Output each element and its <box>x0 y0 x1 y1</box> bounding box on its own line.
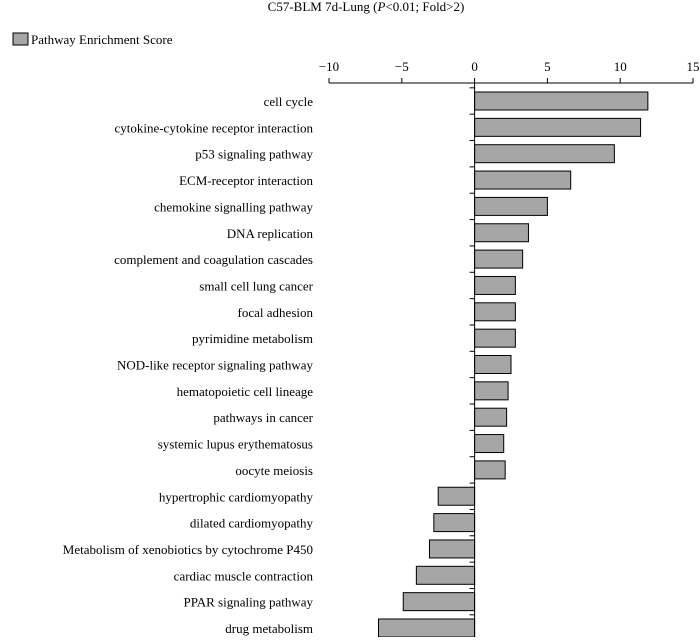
category-label: cell cycle <box>263 94 313 109</box>
bar <box>434 514 475 532</box>
bar <box>475 92 648 110</box>
category-label: cytokine-cytokine receptor interaction <box>114 120 313 136</box>
bar <box>438 487 474 505</box>
chart-title-prefix: C57-BLM 7d-Lung ( <box>267 0 378 14</box>
category-label: hypertrophic cardiomyopathy <box>158 489 313 505</box>
legend-swatch <box>13 33 28 45</box>
category-label: complement and coagulation cascades <box>114 252 313 268</box>
category-label: chemokine signalling pathway <box>154 199 313 215</box>
bar <box>475 224 529 242</box>
category-label: hematopoietic cell lineage <box>176 383 313 399</box>
bar <box>475 171 571 189</box>
bar <box>475 145 615 163</box>
bar <box>403 593 474 611</box>
category-label: DNA replication <box>226 225 313 241</box>
category-label: pathways in cancer <box>213 410 313 426</box>
bar <box>475 382 508 400</box>
category-labels <box>63 94 314 636</box>
category-label: drug metabolism <box>225 621 313 636</box>
chart-title <box>268 0 465 14</box>
category-label: cardiac muscle contraction <box>173 568 313 584</box>
bar <box>475 356 511 374</box>
x-tick-label: −5 <box>394 59 409 74</box>
x-tick-label: 15 <box>686 59 700 74</box>
legend-label: Pathway Enrichment Score <box>31 32 173 47</box>
bar <box>475 303 516 321</box>
bar <box>475 435 504 453</box>
category-label: pyrimidine metabolism <box>192 331 313 347</box>
bar <box>475 276 516 294</box>
bar <box>429 540 474 558</box>
category-label: small cell lung cancer <box>199 278 313 294</box>
bar <box>475 408 507 426</box>
category-label: p53 signaling pathway <box>195 146 313 162</box>
category-label: NOD-like receptor signaling pathway <box>116 357 313 373</box>
category-label: systemic lupus erythematosus <box>157 436 313 452</box>
x-tick-label: 0 <box>471 59 478 74</box>
category-label: Metabolism of xenobiotics by cytochrome P450 <box>62 541 313 557</box>
x-tick-label: 10 <box>613 59 627 74</box>
category-label: PPAR signaling pathway <box>183 594 313 610</box>
bars <box>379 92 648 637</box>
bar <box>475 329 516 347</box>
chart-title-italic: P <box>377 0 386 14</box>
bar <box>475 197 548 215</box>
category-label: dilated cardiomyopathy <box>189 515 313 531</box>
legend <box>13 32 173 47</box>
bar <box>475 250 523 268</box>
category-label: oocyte meiosis <box>235 462 313 478</box>
bar <box>475 118 641 136</box>
bar <box>475 461 506 479</box>
bar <box>379 619 475 637</box>
x-tick-label: −10 <box>318 59 340 74</box>
category-label: focal adhesion <box>237 304 313 320</box>
x-tick-label: 5 <box>544 59 551 74</box>
chart-title-suffix: <0.01; Fold>2) <box>385 0 465 14</box>
bar <box>416 566 474 584</box>
x-axis <box>319 59 700 83</box>
category-label: ECM-receptor interaction <box>179 173 313 189</box>
